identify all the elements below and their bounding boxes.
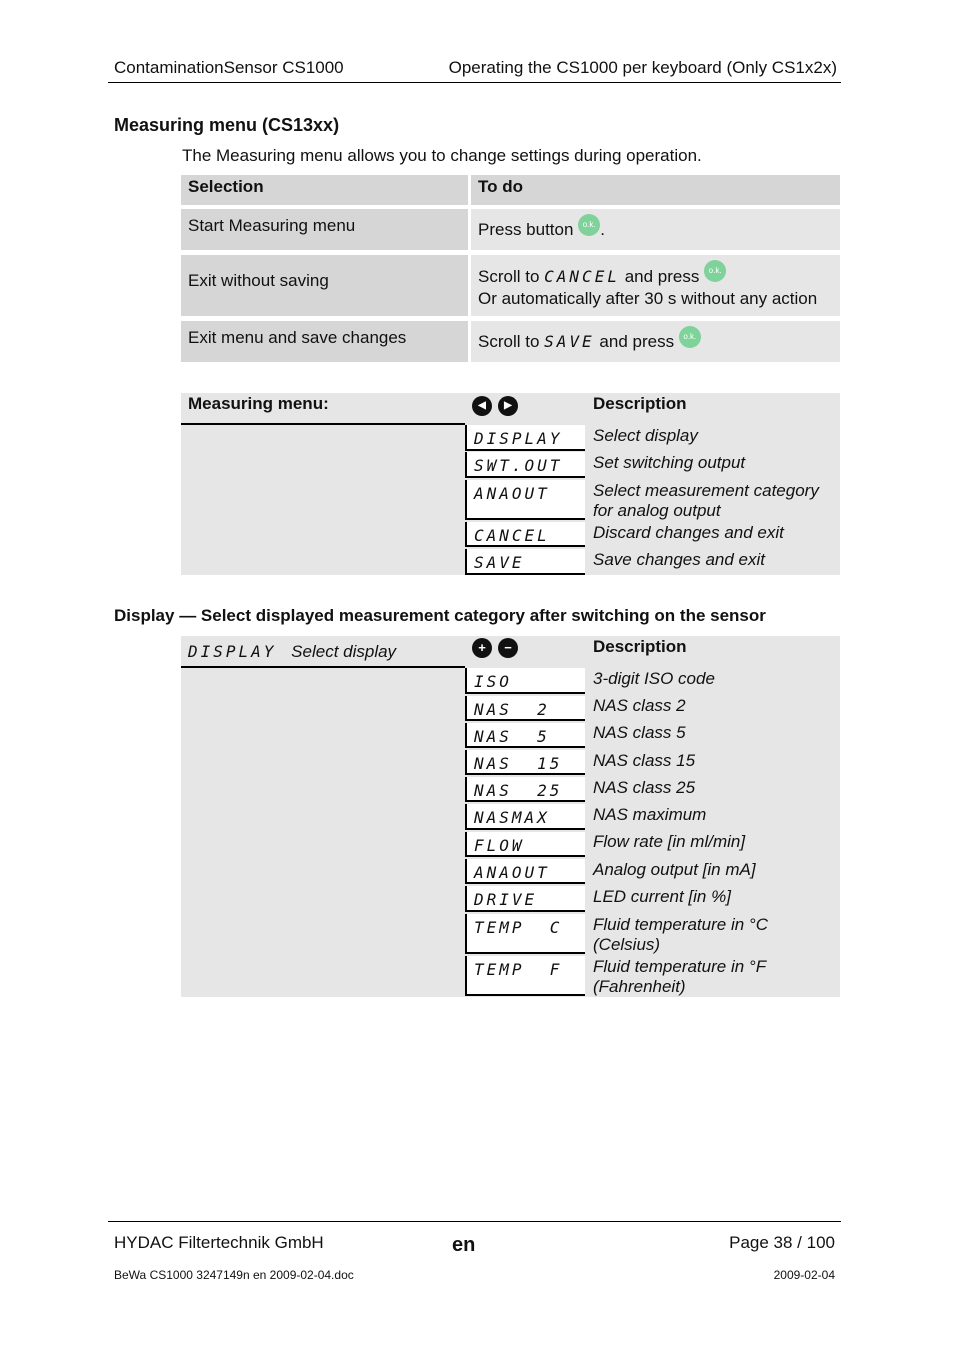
footer-company: HYDAC Filtertechnik GmbH	[114, 1233, 324, 1252]
display-table-title	[188, 642, 396, 662]
display-desc-flow: Flow rate [in ml/min]	[593, 832, 746, 851]
header-right: Operating the CS1000 per keyboard (Only CS1x2x)	[448, 58, 837, 77]
display-desc-nas25: NAS class 25	[593, 778, 696, 797]
menu-desc-anaout: Select measurement category for analog output	[593, 481, 819, 520]
menu-code-swtout: SWT.OUT	[465, 452, 585, 478]
sel-exit: Exit without saving	[181, 255, 468, 316]
ok-button-icon: o.k.	[679, 326, 701, 348]
display-code-nas15: NAS 15	[465, 750, 585, 775]
menu-code-anaout: ANAOUT	[465, 480, 585, 520]
menu-desc-swtout: Set switching output	[593, 453, 746, 472]
display-desc-iso: 3-digit ISO code	[593, 669, 715, 688]
header-rule	[108, 82, 841, 83]
display-desc-drive: LED current [in %]	[593, 887, 731, 906]
ok-button-icon: o.k.	[578, 214, 600, 236]
sel-save: Exit menu and save changes	[181, 321, 468, 362]
lcd-cancel: CANCEL	[544, 267, 620, 286]
display-code-nas5: NAS 5	[465, 723, 585, 748]
display-header-label: Select display	[291, 642, 397, 661]
display-code-tempf: TEMP F	[465, 956, 585, 996]
footer-page: Page 38 / 100	[729, 1233, 835, 1252]
menu-code-cancel: CANCEL	[465, 522, 585, 547]
menu-code-save: SAVE	[465, 549, 585, 575]
menu-table-rule	[181, 423, 465, 425]
todo-exit-press: and press	[624, 267, 700, 286]
display-code-drive: DRIVE	[465, 886, 585, 912]
display-code-anaout: ANAOUT	[465, 859, 585, 884]
footer-rule	[108, 1221, 841, 1222]
footer-date: 2009-02-04	[773, 1268, 835, 1282]
th-selection: Selection	[181, 175, 468, 205]
todo-exit-line2: Or automatically after 30 s without any action	[478, 289, 818, 308]
footer-lang: en	[452, 1234, 476, 1256]
display-desc-header: Description	[593, 637, 687, 656]
display-controls	[472, 638, 524, 658]
lcd-save: SAVE	[544, 332, 595, 351]
display-code-nas25: NAS 25	[465, 777, 585, 802]
menu-desc-header: Description	[593, 394, 687, 413]
display-desc-nas15: NAS class 15	[593, 751, 696, 770]
header-left: ContaminationSensor CS1000	[114, 58, 344, 77]
display-desc-nasmax: NAS maximum	[593, 805, 707, 824]
todo-save-press: and press	[599, 332, 675, 351]
sel-start: Start Measuring menu	[181, 209, 468, 250]
menu-code-display: DISPLAY	[465, 425, 585, 451]
arrow-right-icon: ▶	[498, 396, 518, 416]
todo-save-text: Scroll to	[478, 332, 540, 351]
todo-exit-text: Scroll to	[478, 267, 540, 286]
menu-desc-save: Save changes and exit	[593, 550, 766, 569]
arrow-left-icon: ◀	[472, 396, 492, 416]
menu-arrows	[472, 395, 524, 416]
footer-doc: BeWa CS1000 3247149n en 2009-02-04.doc	[114, 1268, 354, 1282]
plus-icon: +	[472, 638, 492, 658]
display-desc-nas5: NAS class 5	[593, 723, 686, 742]
todo-save	[471, 321, 840, 362]
display-desc-anaout: Analog output [in mA]	[593, 860, 756, 879]
menu-desc-cancel: Discard changes and exit	[593, 523, 784, 542]
todo-start-text: Press button	[478, 220, 574, 239]
display-code-iso: ISO	[465, 668, 585, 694]
display-desc-tempc: Fluid temperature in °C (Celsius)	[593, 915, 768, 954]
display-code-nas2: NAS 2	[465, 696, 585, 721]
section-title-measuring-menu: Measuring menu (CS13xx)	[114, 115, 340, 135]
todo-exit	[471, 255, 840, 316]
todo-start	[471, 209, 840, 250]
display-desc-tempf: Fluid temperature in °F (Fahrenheit)	[593, 957, 766, 996]
section-title-display: Display — Select displayed measurement category after switching on the sensor	[114, 606, 766, 625]
th-todo: To do	[471, 175, 840, 205]
lcd-display-header: DISPLAY	[188, 642, 277, 661]
menu-desc-display: Select display	[593, 426, 698, 445]
display-code-tempc: TEMP C	[465, 914, 585, 954]
display-code-nasmax: NASMAX	[465, 804, 585, 830]
display-table-rule	[181, 666, 465, 668]
intro-text: The Measuring menu allows you to change settings during operation.	[182, 146, 702, 165]
menu-table-title: Measuring menu:	[188, 394, 329, 413]
display-code-flow: FLOW	[465, 832, 585, 857]
ok-button-icon: o.k.	[704, 260, 726, 282]
todo-start-period: .	[600, 220, 605, 239]
display-desc-nas2: NAS class 2	[593, 696, 686, 715]
minus-icon: −	[498, 638, 518, 658]
